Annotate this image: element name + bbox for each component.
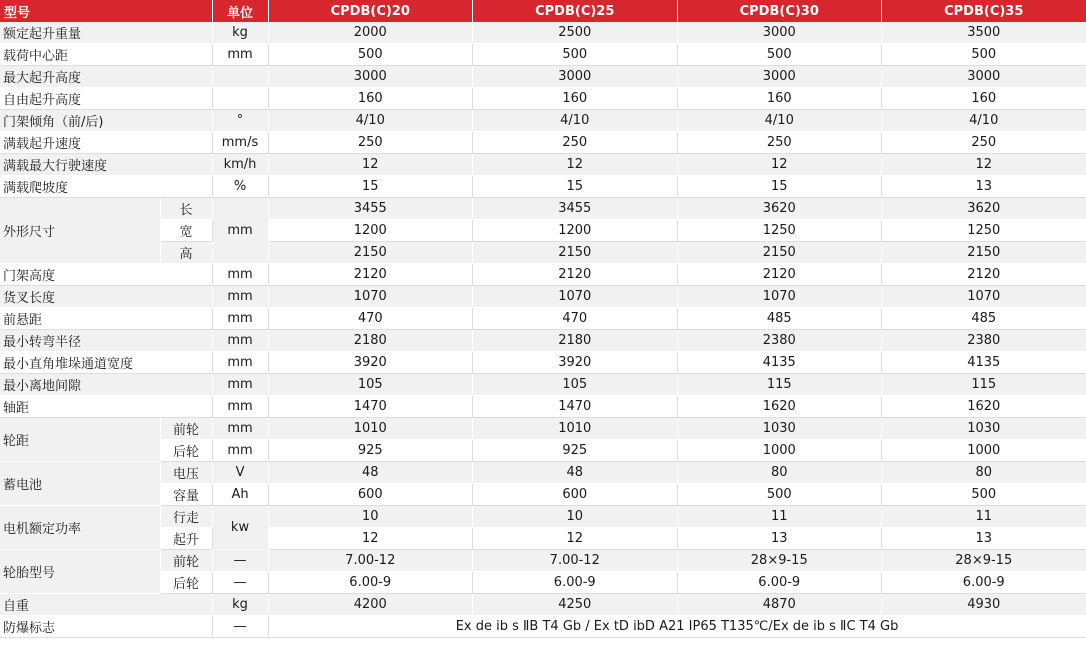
value-cell: 3920 <box>268 352 473 374</box>
sub-label: 长 <box>160 198 212 220</box>
explosion-proof-mark: Ex de ib s ⅡB T4 Gb / Ex tD ibD A21 IP65 T135℃/Ex de ib s ⅡC T4 Gb <box>268 616 1086 638</box>
header-model-cpdb30: CPDB(C)30 <box>677 0 882 22</box>
value-cell: 115 <box>677 374 882 396</box>
value-cell: 13 <box>882 176 1086 198</box>
value-cell: 1620 <box>882 396 1086 418</box>
value-cell: 500 <box>677 44 882 66</box>
unit-cell: mm <box>212 374 268 396</box>
table-row <box>0 572 1086 594</box>
value-cell: 10 <box>268 506 473 528</box>
table-row <box>0 330 1086 352</box>
value-cell: 500 <box>473 44 678 66</box>
unit-cell: — <box>212 616 268 638</box>
value-cell: 15 <box>268 176 473 198</box>
value-cell: 28×9-15 <box>882 550 1086 572</box>
value-cell: 3455 <box>473 198 678 220</box>
value-cell: 11 <box>882 506 1086 528</box>
value-cell: 160 <box>677 88 882 110</box>
unit-cell: kg <box>212 594 268 616</box>
unit-cell: ° <box>212 110 268 132</box>
table-row <box>0 528 1086 550</box>
value-cell: 80 <box>882 462 1086 484</box>
row-label: 外形尺寸 <box>0 198 160 264</box>
row-label: 货叉长度 <box>0 286 212 308</box>
value-cell: 3000 <box>473 66 678 88</box>
table-row <box>0 484 1086 506</box>
value-cell: 160 <box>473 88 678 110</box>
value-cell: 3620 <box>677 198 882 220</box>
value-cell: 80 <box>677 462 882 484</box>
table-row <box>0 308 1086 330</box>
value-cell: 12 <box>268 528 473 550</box>
value-cell: 1250 <box>677 220 882 242</box>
row-label: 轮胎型号 <box>0 550 160 594</box>
unit-cell: mm <box>212 440 268 462</box>
unit-cell <box>212 88 268 110</box>
table-row <box>0 66 1086 88</box>
value-cell: 3455 <box>268 198 473 220</box>
row-label: 最小离地间隙 <box>0 374 212 396</box>
value-cell: 2380 <box>882 330 1086 352</box>
row-label: 自重 <box>0 594 212 616</box>
value-cell: 1470 <box>473 396 678 418</box>
value-cell: 3500 <box>882 22 1086 44</box>
value-cell: 2150 <box>268 242 473 264</box>
unit-cell: mm <box>212 418 268 440</box>
table-row <box>0 44 1086 66</box>
row-label: 电机额定功率 <box>0 506 160 550</box>
unit-cell: — <box>212 572 268 594</box>
value-cell: 105 <box>473 374 678 396</box>
value-cell: 500 <box>882 484 1086 506</box>
value-cell: 3000 <box>882 66 1086 88</box>
table-row <box>0 594 1086 616</box>
unit-cell: % <box>212 176 268 198</box>
row-label: 满载最大行驶速度 <box>0 154 212 176</box>
unit-cell: mm <box>212 352 268 374</box>
value-cell: 2150 <box>882 242 1086 264</box>
unit-cell: mm <box>212 44 268 66</box>
row-label: 额定起升重量 <box>0 22 212 44</box>
table-row <box>0 616 1086 638</box>
value-cell: 13 <box>677 528 882 550</box>
value-cell: 250 <box>882 132 1086 154</box>
unit-cell: Ah <box>212 484 268 506</box>
value-cell: 500 <box>677 484 882 506</box>
sub-label: 行走 <box>160 506 212 528</box>
table-row <box>0 506 1086 528</box>
value-cell: 160 <box>268 88 473 110</box>
value-cell: 485 <box>882 308 1086 330</box>
table-row <box>0 110 1086 132</box>
row-label: 轴距 <box>0 396 212 418</box>
value-cell: 6.00-9 <box>677 572 882 594</box>
table-row <box>0 88 1086 110</box>
sub-label: 后轮 <box>160 572 212 594</box>
value-cell: 7.00-12 <box>268 550 473 572</box>
table-row <box>0 352 1086 374</box>
sub-label: 起升 <box>160 528 212 550</box>
row-label: 载荷中心距 <box>0 44 212 66</box>
unit-cell: — <box>212 550 268 572</box>
spec-table-body <box>0 22 1086 638</box>
table-row <box>0 198 1086 220</box>
row-label: 门架倾角（前/后) <box>0 110 212 132</box>
value-cell: 485 <box>677 308 882 330</box>
value-cell: 2000 <box>268 22 473 44</box>
value-cell: 2120 <box>473 264 678 286</box>
value-cell: 925 <box>268 440 473 462</box>
value-cell: 925 <box>473 440 678 462</box>
unit-cell: mm <box>212 396 268 418</box>
header-model-label: 型号 <box>0 0 212 22</box>
value-cell: 1030 <box>882 418 1086 440</box>
value-cell: 2120 <box>677 264 882 286</box>
value-cell: 12 <box>677 154 882 176</box>
value-cell: 1070 <box>268 286 473 308</box>
table-row <box>0 462 1086 484</box>
value-cell: 12 <box>882 154 1086 176</box>
value-cell: 115 <box>882 374 1086 396</box>
value-cell: 13 <box>882 528 1086 550</box>
value-cell: 1200 <box>473 220 678 242</box>
sub-label: 后轮 <box>160 440 212 462</box>
row-label: 轮距 <box>0 418 160 462</box>
value-cell: 15 <box>677 176 882 198</box>
table-row <box>0 154 1086 176</box>
value-cell: 1620 <box>677 396 882 418</box>
table-row <box>0 440 1086 462</box>
table-row <box>0 242 1086 264</box>
value-cell: 1010 <box>268 418 473 440</box>
unit-cell: V <box>212 462 268 484</box>
value-cell: 3000 <box>268 66 473 88</box>
value-cell: 250 <box>268 132 473 154</box>
value-cell: 6.00-9 <box>268 572 473 594</box>
value-cell: 1000 <box>882 440 1086 462</box>
value-cell: 6.00-9 <box>473 572 678 594</box>
value-cell: 4250 <box>473 594 678 616</box>
value-cell: 2120 <box>882 264 1086 286</box>
value-cell: 4/10 <box>268 110 473 132</box>
sub-label: 宽 <box>160 220 212 242</box>
row-label: 门架高度 <box>0 264 212 286</box>
value-cell: 10 <box>473 506 678 528</box>
value-cell: 1010 <box>473 418 678 440</box>
sub-label: 高 <box>160 242 212 264</box>
row-label: 满载起升速度 <box>0 132 212 154</box>
value-cell: 15 <box>473 176 678 198</box>
value-cell: 7.00-12 <box>473 550 678 572</box>
header-model-cpdb25: CPDB(C)25 <box>473 0 678 22</box>
sub-label: 前轮 <box>160 550 212 572</box>
sub-label: 容量 <box>160 484 212 506</box>
value-cell: 1470 <box>268 396 473 418</box>
value-cell: 470 <box>268 308 473 330</box>
value-cell: 2150 <box>677 242 882 264</box>
value-cell: 12 <box>473 528 678 550</box>
row-label: 前悬距 <box>0 308 212 330</box>
header-unit-label: 单位 <box>212 0 268 22</box>
value-cell: 4135 <box>882 352 1086 374</box>
value-cell: 600 <box>473 484 678 506</box>
value-cell: 4135 <box>677 352 882 374</box>
value-cell: 3000 <box>677 22 882 44</box>
table-row <box>0 418 1086 440</box>
table-row <box>0 264 1086 286</box>
unit-cell: kg <box>212 22 268 44</box>
unit-cell: mm <box>212 286 268 308</box>
value-cell: 4870 <box>677 594 882 616</box>
value-cell: 1200 <box>268 220 473 242</box>
value-cell: 1070 <box>473 286 678 308</box>
value-cell: 600 <box>268 484 473 506</box>
table-row <box>0 550 1086 572</box>
row-label: 满载爬坡度 <box>0 176 212 198</box>
value-cell: 3000 <box>677 66 882 88</box>
value-cell: 250 <box>677 132 882 154</box>
value-cell: 4/10 <box>677 110 882 132</box>
value-cell: 2500 <box>473 22 678 44</box>
header-row <box>0 0 1086 22</box>
header-model-cpdb35: CPDB(C)35 <box>882 0 1086 22</box>
table-row <box>0 396 1086 418</box>
value-cell: 4/10 <box>473 110 678 132</box>
unit-cell: mm <box>212 330 268 352</box>
value-cell: 500 <box>268 44 473 66</box>
value-cell: 1000 <box>677 440 882 462</box>
unit-cell: kw <box>212 506 268 550</box>
value-cell: 105 <box>268 374 473 396</box>
unit-cell: mm <box>212 308 268 330</box>
table-row <box>0 22 1086 44</box>
spec-table-header <box>0 0 1086 22</box>
value-cell: 2150 <box>473 242 678 264</box>
value-cell: 28×9-15 <box>677 550 882 572</box>
unit-cell <box>212 66 268 88</box>
value-cell: 12 <box>473 154 678 176</box>
table-row <box>0 132 1086 154</box>
value-cell: 11 <box>677 506 882 528</box>
unit-cell: mm <box>212 198 268 264</box>
value-cell: 1070 <box>677 286 882 308</box>
table-row <box>0 286 1086 308</box>
row-label: 蓄电池 <box>0 462 160 506</box>
table-row <box>0 374 1086 396</box>
value-cell: 2180 <box>473 330 678 352</box>
value-cell: 250 <box>473 132 678 154</box>
value-cell: 3620 <box>882 198 1086 220</box>
value-cell: 4/10 <box>882 110 1086 132</box>
value-cell: 6.00-9 <box>882 572 1086 594</box>
row-label: 自由起升高度 <box>0 88 212 110</box>
value-cell: 2120 <box>268 264 473 286</box>
value-cell: 1030 <box>677 418 882 440</box>
value-cell: 470 <box>473 308 678 330</box>
value-cell: 2380 <box>677 330 882 352</box>
value-cell: 1250 <box>882 220 1086 242</box>
value-cell: 4930 <box>882 594 1086 616</box>
value-cell: 4200 <box>268 594 473 616</box>
header-model-cpdb20: CPDB(C)20 <box>268 0 473 22</box>
unit-cell: km/h <box>212 154 268 176</box>
unit-cell: mm/s <box>212 132 268 154</box>
value-cell: 3920 <box>473 352 678 374</box>
row-label: 最小直角堆垛通道宽度 <box>0 352 212 374</box>
value-cell: 2180 <box>268 330 473 352</box>
value-cell: 48 <box>473 462 678 484</box>
table-row <box>0 220 1086 242</box>
sub-label: 前轮 <box>160 418 212 440</box>
value-cell: 500 <box>882 44 1086 66</box>
row-label: 防爆标志 <box>0 616 212 638</box>
value-cell: 48 <box>268 462 473 484</box>
sub-label: 电压 <box>160 462 212 484</box>
row-label: 最大起升高度 <box>0 66 212 88</box>
value-cell: 160 <box>882 88 1086 110</box>
table-row <box>0 176 1086 198</box>
value-cell: 12 <box>268 154 473 176</box>
row-label: 最小转弯半径 <box>0 330 212 352</box>
value-cell: 1070 <box>882 286 1086 308</box>
unit-cell: mm <box>212 264 268 286</box>
